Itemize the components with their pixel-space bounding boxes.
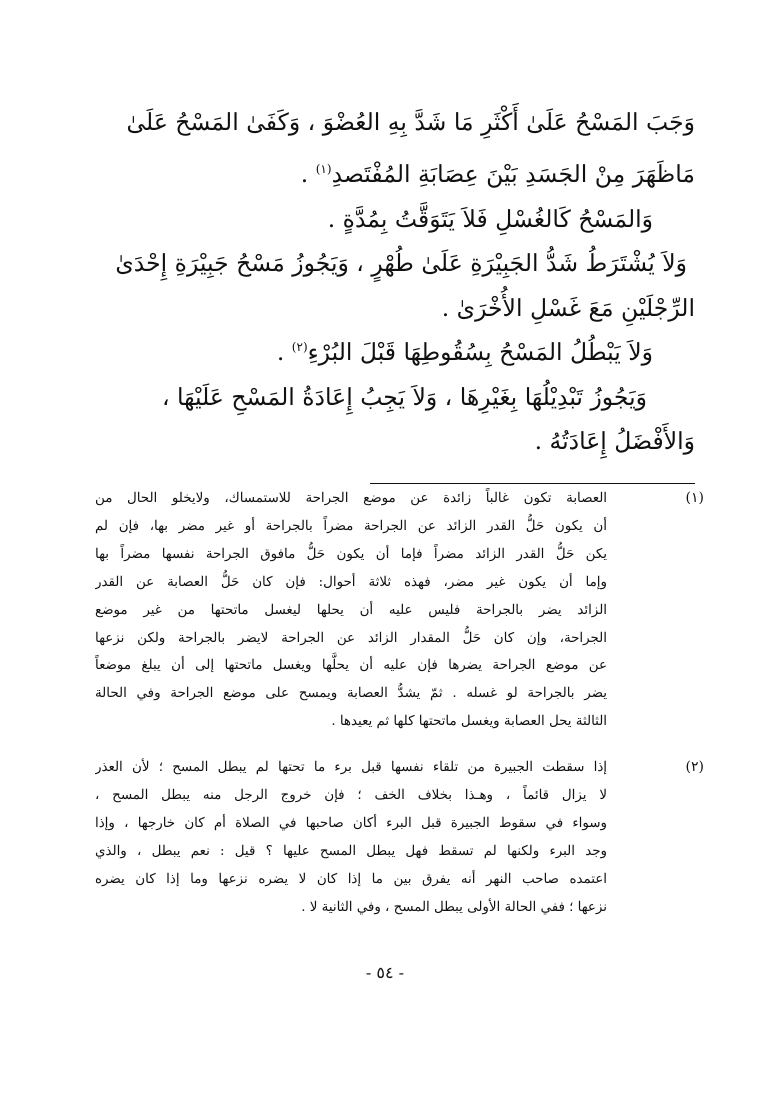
footnote-separator	[370, 483, 695, 484]
main-text	[95, 92, 695, 464]
footnote-ref-2[interactable]: (٢)	[291, 340, 308, 355]
main-line-2	[95, 152, 695, 197]
main-line-2-text: مَاظَهَرَ مِنْ الجَسَدِ بَيْنَ عِصَابَةِ المُفْتَصدِ	[331, 160, 695, 188]
footnote-1	[95, 485, 702, 736]
main-line-8: وَالأَفْضَلُ إِعَادَتُهُ .	[534, 427, 695, 455]
footnote-line: الزائد يضر بالجراحة فليس عليه أن يحلها ليغسل ماتحتها من غير موضع	[95, 602, 607, 618]
footnote-line: يكن حَلُّ القدر الزائد مضراً فإما أن يكون حَلُّ مافوق الجراحة نفسها مضراً بها	[95, 546, 607, 562]
footnote-line: عن موضع الجراحة يضرها فإن عليه أن يحلَّها ويغسل ماتحتها إلى أن يبلغ موضعاً	[95, 658, 607, 674]
footnote-2	[95, 754, 702, 921]
footnote-line: الثالثة يحل العصابة ويغسل ماتحتها كلها ثم يعيدها .	[331, 714, 607, 730]
page-number: - ٥٤ -	[365, 963, 405, 982]
footnote-line: وإما أن يكون غير مضر، فهذه ثلاثة أحوال: فإن كان حَلُّ العصابة عن القدر	[95, 574, 607, 590]
footnote-line: إذا سقطت الجبيرة من تلقاء نفسها قبل برء ما تحتها لم يبطل المسح ؛ لأن العذر	[95, 760, 607, 776]
footnote-line: وسواء في سقوط الجبيرة قبل البرء أكان صاحبها في الصلاة أم كان خارجها ، وإذا	[95, 815, 607, 831]
footnote-line: نزعها ؛ ففي الحالة الأولى يبطل المسح ، وفي الثانية لا .	[301, 899, 607, 915]
main-line-1: وَجَبَ المَسْحُ عَلَىٰ أَكْثَرِ مَا شَدَّ بِهِ العُضْوَ ، وَكَفَىٰ المَسْحُ عَلَىٰ	[126, 108, 695, 136]
main-line-3: وَالمَسْحُ كَالغُسْلِ فَلاَ يَتَوَقَّتُ بِمُدَّةٍ .	[327, 204, 653, 233]
main-line-5: الرِّجْلَيْنِ مَعَ غَسْلِ الأُخْرَىٰ .	[441, 293, 695, 322]
footnote-line: اعتمده صاحب النهر أنه يفرق بين ما إذا كان لا يضره نزعها وما إذا كان يضره	[95, 871, 607, 887]
footnote-text	[95, 485, 607, 736]
footnote-text	[95, 754, 607, 921]
main-line-6-end: .	[276, 338, 292, 366]
footnote-line: العصابة تكون غالباً زائدة عن موضع الجراحة للاستمساك، ولايخلو الحال من	[95, 491, 607, 506]
main-line-7: وَيَجُوزُ تَبْدِيْلُهَا بِغَيْرِهَا ، وَلاَ يَجِبُ إِعَادَةُ المَسْحِ عَلَيْهَا ،	[161, 382, 647, 411]
footnote-line: يضر بالجراحة لو غسله . ثمّ يشدُّ العصابة ويمسح على موضع الجراحة وفي الحالة	[95, 686, 607, 702]
main-line-6	[95, 330, 695, 375]
footnote-line: أن يكون حَلُّ القدر الزائد عن الجراحة مضراً بالجراحة أو غير مضر بها، فإن لم	[95, 518, 607, 534]
footnote-line: الجراحة، وإن كان حَلُّ المقدار الزائد عن الجراحة لايضر بالجراحة ولكن نزعها	[95, 630, 607, 646]
footnote-line: لا يزال قائماً ، وهـذا بخلاف الخف ؛ فإن خروج الرجل منه يبطل المسح ،	[95, 788, 607, 804]
footnote-ref-1[interactable]: (١)	[315, 162, 332, 177]
footnote-number: (٢)	[685, 759, 704, 776]
main-line-2-end: .	[300, 160, 316, 188]
footnote-line: وجد البرء ولكنها لم تسقط فهل يبطل المسح عليها ؟ قيل : نعم يبطل ، والذي	[95, 843, 607, 859]
main-line-4: وَلاَ يُشْتَرَطُ شَدُّ الجَبِيْرَةِ عَلَىٰ طُهْرٍ ، وَيَجُوزُ مَسْحُ جَبِيْرَةِ إِحْدَىٰ	[115, 249, 687, 277]
main-line-6-text: وَلاَ يَبْطُلُ المَسْحُ بِسُقُوطِهَا قَبْلَ البُرْءِ	[307, 338, 653, 366]
footnote-number: (١)	[685, 490, 704, 506]
footnotes	[95, 485, 702, 922]
